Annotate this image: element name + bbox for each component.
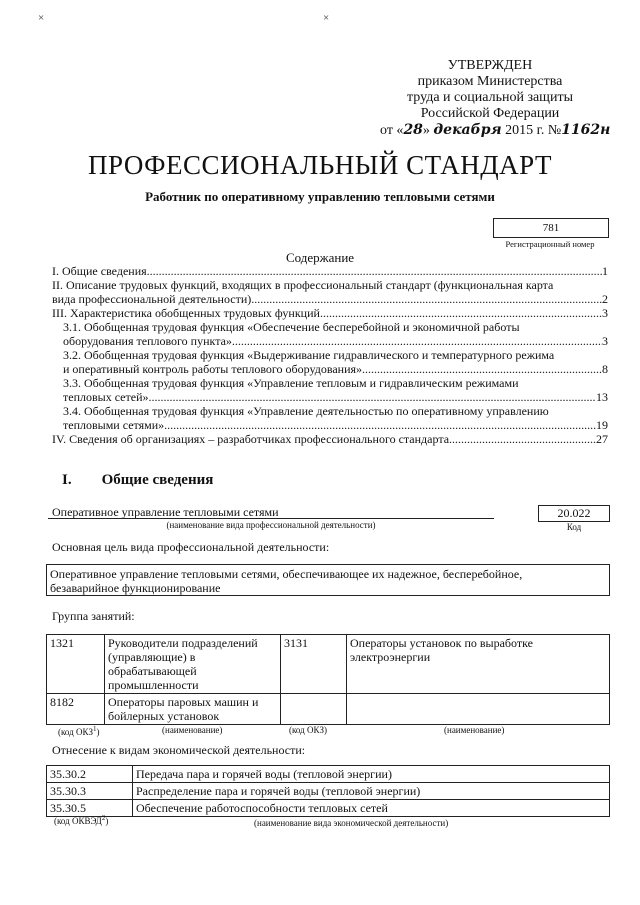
- approval-line: приказом Министерства: [417, 74, 563, 89]
- okved-code: 35.30.2: [47, 766, 133, 783]
- okz-code: 3131: [281, 635, 347, 694]
- table-row: [47, 694, 610, 725]
- okved-name: Распределение пара и горячей воды (тепловой энергии): [133, 783, 610, 800]
- activity-code-box: 20.022: [538, 505, 610, 522]
- toc-item: III. Характеристика обобщенных трудовых функций ..... 3: [52, 306, 608, 320]
- toc-list: [52, 264, 608, 446]
- approval-line: труда и социальной защиты: [407, 90, 573, 105]
- goal-text: безаварийное функционирование: [50, 581, 221, 595]
- table-row: [47, 783, 610, 800]
- toc-item-cont: оборудования теплового пункта» ..... 3: [63, 334, 608, 348]
- toc-item: 3.4. Обобщенная трудовая функция «Управление деятельностью по оперативному управлению: [63, 404, 549, 418]
- toc-item-cont: тепловых сетей» ..... 13: [63, 390, 608, 404]
- registration-number-box: 781: [493, 218, 609, 238]
- handwritten-day: 28: [403, 122, 423, 138]
- toc-item: I. Общие сведения ..... 1: [52, 264, 608, 278]
- activity-code-caption: Код: [566, 522, 582, 532]
- activity-caption: (наименование вида профессиональной деятельности): [166, 520, 376, 530]
- table-row: [47, 800, 610, 817]
- okz-name-caption: (наименование): [444, 725, 505, 735]
- activity-name: Оперативное управление тепловыми сетями: [52, 505, 279, 519]
- okved-name: Передача пара и горячей воды (тепловой энергии): [133, 766, 610, 783]
- toc-item: 3.3. Обобщенная трудовая функция «Управление тепловым и гидравлическим режимами: [63, 376, 519, 390]
- toc-item-cont: и оперативный контроль работы теплового оборудования» ..... 8: [63, 362, 608, 376]
- handwritten-month: декабря: [433, 122, 502, 138]
- economic-label: Отнесение к видам экономической деятельности:: [52, 743, 306, 757]
- toc-item: 3.1. Обобщенная трудовая функция «Обеспечение бесперебойной и экономичной работы: [63, 320, 520, 334]
- document-subtitle: Работник по оперативному управлению тепловыми сетями: [145, 189, 495, 204]
- occupations-table: [46, 634, 610, 725]
- scan-mark: ×: [38, 12, 45, 24]
- okz-code-caption: (код ОКЗ$^1$): [58, 725, 100, 737]
- occupations-label: Группа занятий:: [52, 609, 135, 623]
- okz-code: 1321: [47, 635, 105, 694]
- section-heading: I. Общие сведения: [62, 472, 214, 488]
- okved-code: 35.30.5: [47, 800, 133, 817]
- table-row: [47, 635, 610, 694]
- okz-code-caption: (код ОКЗ): [289, 725, 327, 735]
- table-row: [47, 766, 610, 783]
- toc-item: II. Описание трудовых функций, входящих в профессиональный стандарт (функциональная карта: [52, 278, 554, 292]
- okved-code-caption: (код ОКВЭД$^2$): [54, 814, 109, 826]
- toc-item: 3.2. Обобщенная трудовая функция «Выдерживание гидравлического и температурного режима: [63, 348, 555, 362]
- okz-name-caption: (наименование): [162, 725, 223, 735]
- toc-item: IV. Сведения об организациях – разработчиках профессионального стандарта ..... 27: [52, 432, 608, 446]
- approval-block: [380, 58, 611, 139]
- okz-code: [281, 694, 347, 725]
- activity-underline: [48, 518, 494, 519]
- okved-name: Обеспечение работоспособности тепловых сетей: [133, 800, 610, 817]
- okz-name: [347, 694, 610, 725]
- goal-text: Оперативное управление тепловыми сетями, обеспечивающее их надежное, бесперебойное,: [50, 567, 523, 581]
- scan-mark: ×: [323, 12, 330, 24]
- toc-heading: Содержание: [285, 250, 355, 265]
- toc-item-cont: тепловыми сетями» ..... 19: [63, 418, 608, 432]
- okved-name-caption: (наименование вида экономической деятельности): [254, 818, 449, 828]
- okz-code: 8182: [47, 694, 105, 725]
- goal-box: [46, 564, 610, 596]
- handwritten-order-number: 1162н: [561, 122, 611, 138]
- goal-label: Основная цель вида профессиональной деятельности:: [52, 540, 330, 554]
- okved-code: 35.30.3: [47, 783, 133, 800]
- okz-name: Операторы установок по выработке электроэнергии: [347, 635, 610, 694]
- okz-name: Руководители подразделений (управляющие) в обрабатывающей промышленности: [105, 635, 281, 694]
- economic-table: [46, 765, 610, 817]
- approval-line: УТВЕРЖДЕН: [447, 58, 533, 73]
- toc-subitems: [52, 320, 608, 432]
- registration-label: Регистрационный номер: [505, 239, 595, 249]
- okz-name: Операторы паровых машин и бойлерных установок: [105, 694, 281, 725]
- toc-item-cont: вида профессиональной деятельности) ..... 2: [52, 292, 608, 306]
- approval-line: Российской Федерации: [420, 106, 560, 121]
- approval-date: от «28» декабря 2015 г. №1162н: [380, 122, 611, 138]
- document-title: ПРОФЕССИОНАЛЬНЫЙ СТАНДАРТ: [87, 150, 553, 180]
